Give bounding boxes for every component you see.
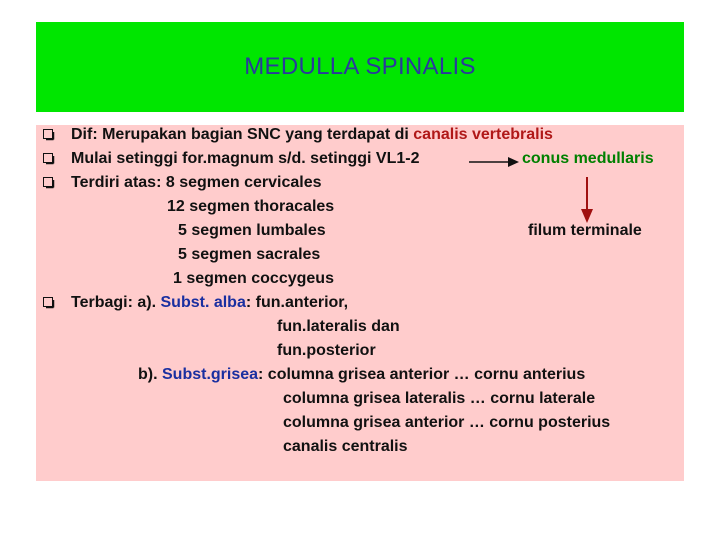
line-thoracales: 12 segmen thoracales: [167, 198, 335, 215]
line-terbagi: [71, 293, 348, 313]
line-canalis-centralis: canalis centralis: [283, 438, 408, 455]
line-terdiri: Terdiri atas: 8 segmen cervicales: [71, 174, 322, 191]
line-lumbales: 5 segmen lumbales: [178, 222, 326, 239]
canalis-vertebralis-term: canalis vertebralis: [413, 126, 553, 143]
checkbox-bullet-icon: [43, 153, 54, 164]
grisea-rest: : columna grisea anterior … cornu anterius: [258, 366, 586, 383]
dif-text: Dif: Merupakan bagian SNC yang terdapat di: [71, 126, 414, 143]
line-mulai: Mulai setinggi for.magnum s/d. setinggi VL1-2: [71, 150, 420, 167]
subst-grisea-term: Subst.grisea: [162, 366, 259, 383]
arrow-down-icon: [580, 176, 594, 224]
filum-terminale-label: filum terminale: [528, 222, 642, 239]
line-coccygeus: 1 segmen coccygeus: [173, 270, 334, 287]
line-grisea: [138, 365, 585, 385]
line-dif: [71, 125, 553, 145]
line-fun-lateralis: fun.lateralis dan: [277, 318, 400, 335]
alba-rest: : fun.anterior,: [245, 294, 349, 311]
checkbox-bullet-icon: [43, 129, 54, 140]
b-prefix: b).: [138, 366, 162, 383]
checkbox-bullet-icon: [43, 297, 54, 308]
subst-alba-term: Subst. alba: [160, 294, 246, 311]
line-grisea-anterior-2: columna grisea anterior … cornu posterius: [283, 414, 611, 431]
conus-medullaris-label: conus medullaris: [522, 150, 654, 167]
arrow-right-icon: [468, 155, 520, 169]
line-fun-posterior: fun.posterior: [277, 342, 376, 359]
line-sacrales: 5 segmen sacrales: [178, 246, 321, 263]
title-banner: [36, 22, 684, 112]
slide-title: MEDULLA SPINALIS: [244, 53, 476, 80]
line-grisea-lateralis: columna grisea lateralis … cornu laterale: [283, 390, 596, 407]
terbagi-prefix: Terbagi: a).: [71, 294, 161, 311]
checkbox-bullet-icon: [43, 177, 54, 188]
